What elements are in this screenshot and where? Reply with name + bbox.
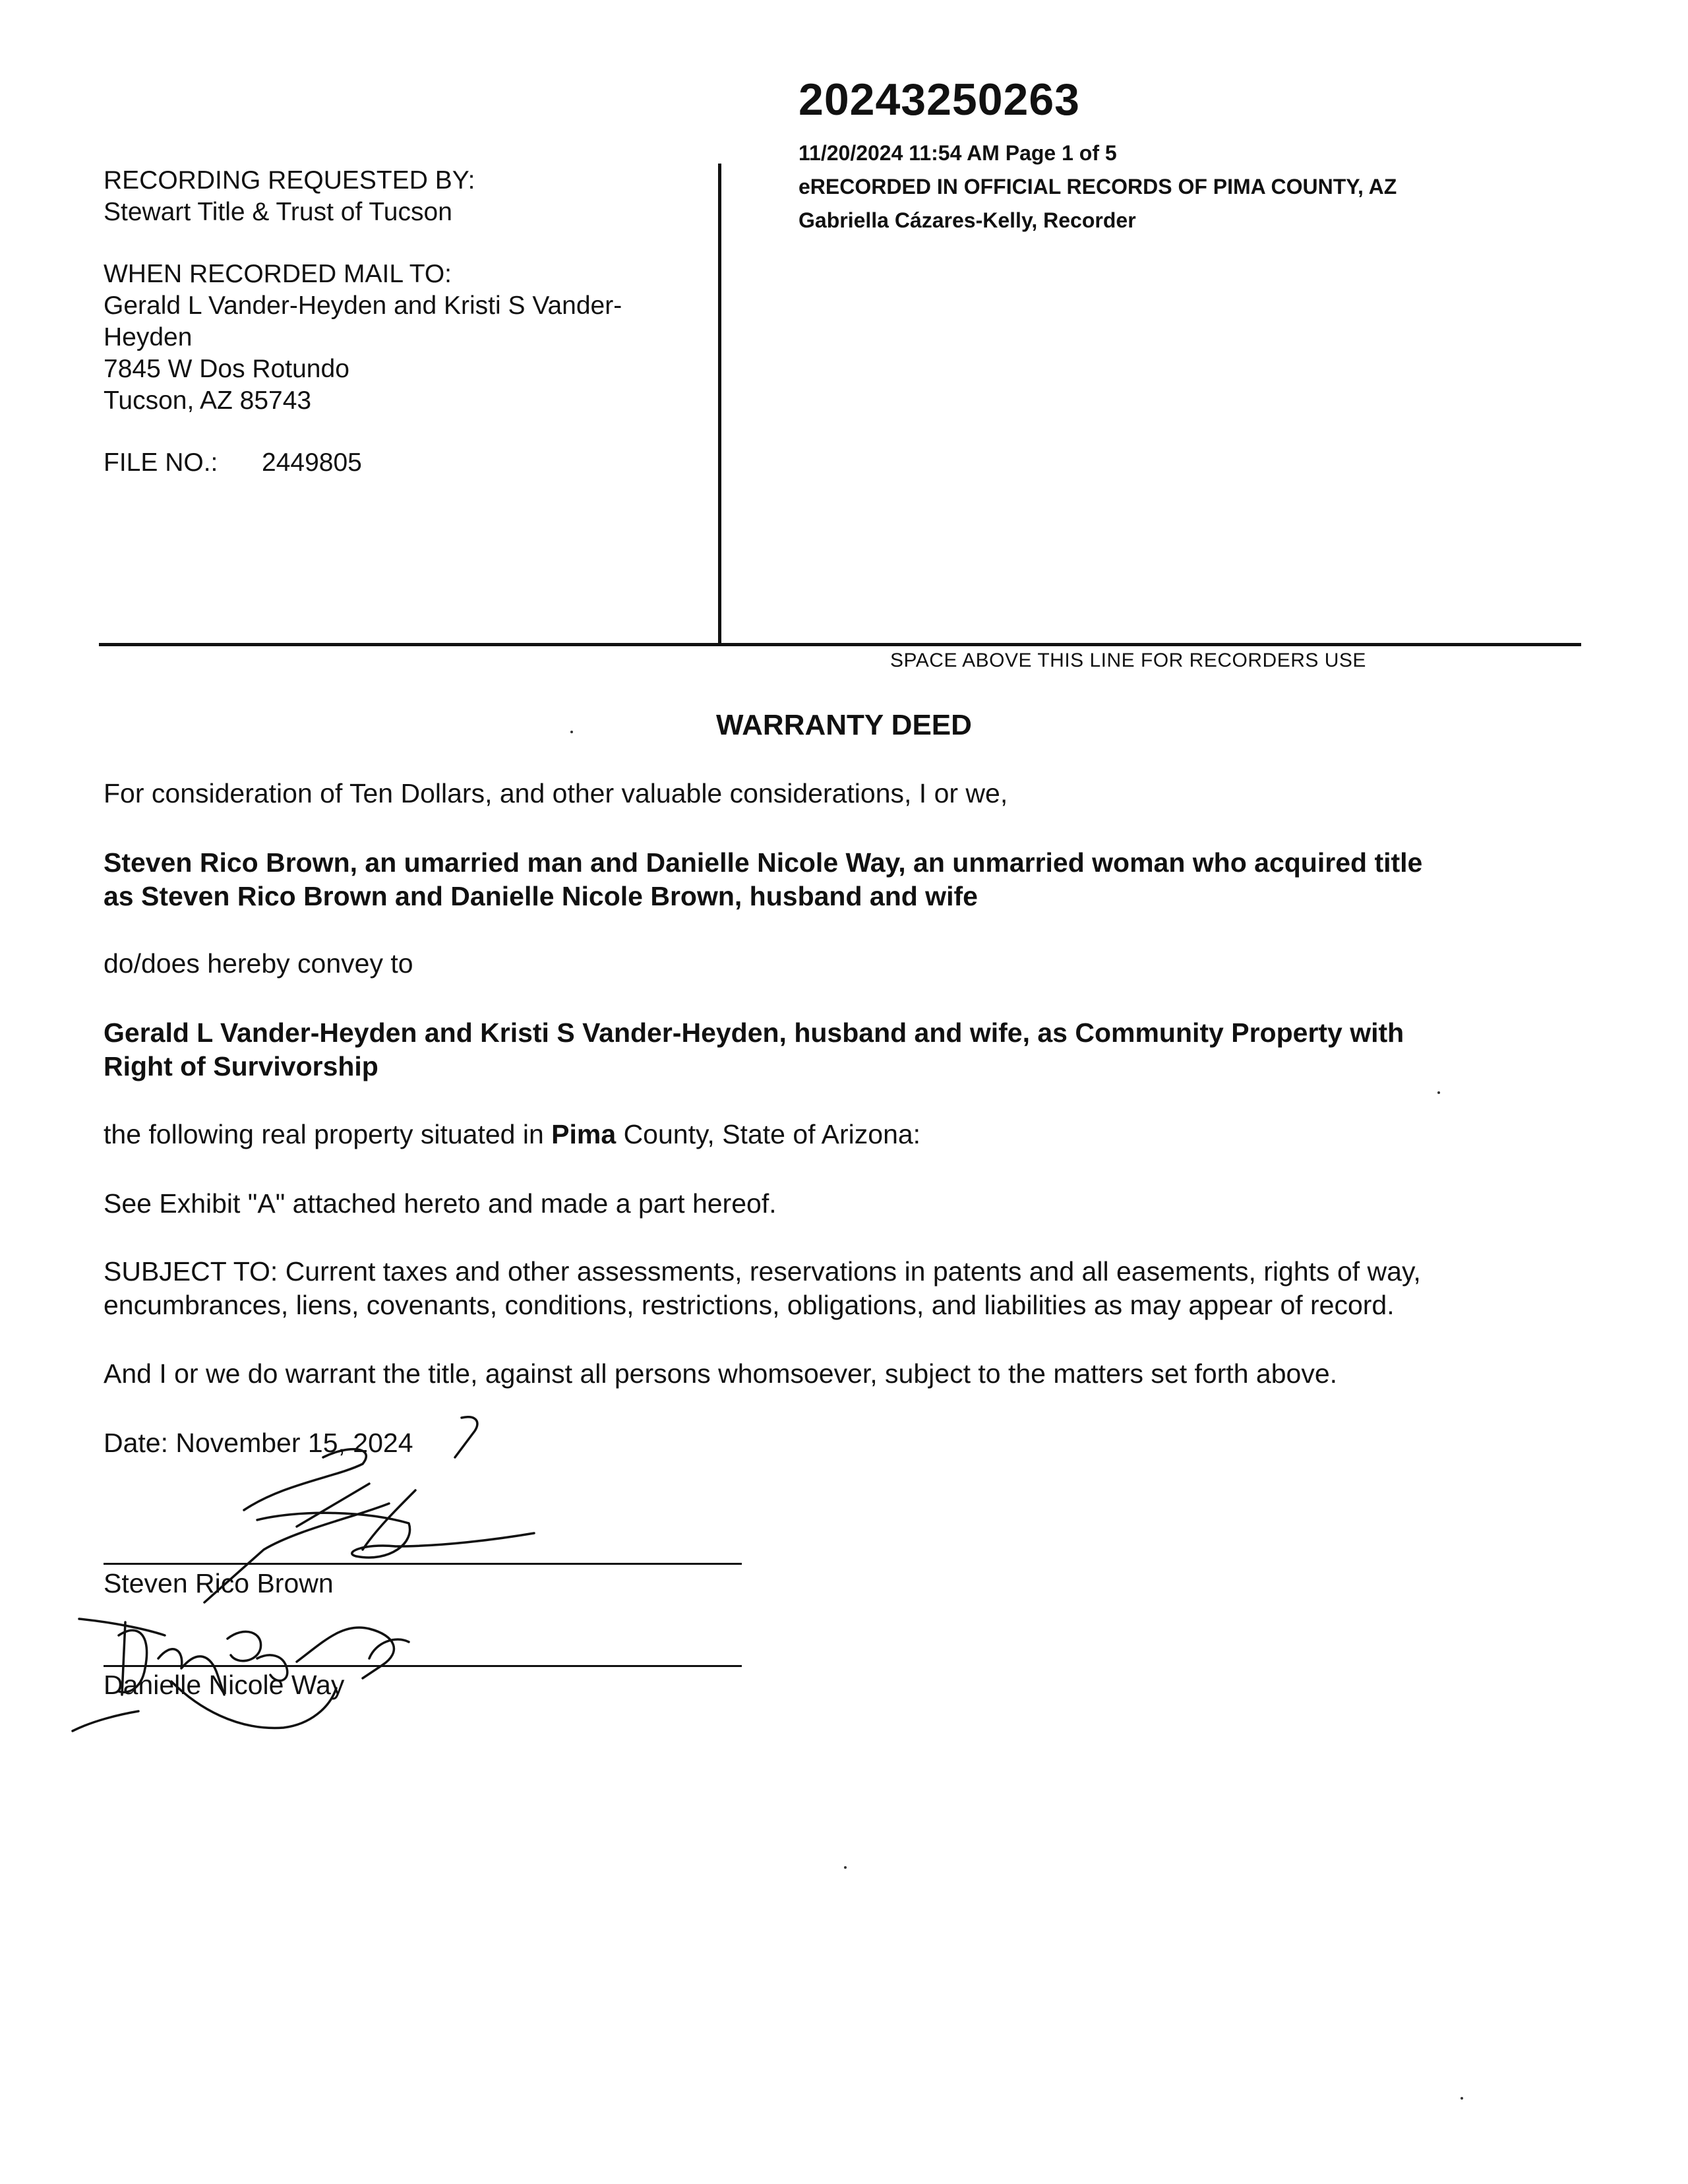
mail-to-name-line1: Gerald L Vander-Heyden and Kristi S Vander- <box>104 291 622 320</box>
subject-to-line2: encumbrances, liens, covenants, conditions, restrictions, obligations, and liabilities as may appear of record. <box>104 1290 1395 1320</box>
document-title: WARRANTY DEED <box>716 709 972 741</box>
exhibit-paragraph: See Exhibit "A" attached hereto and made a part hereof. <box>104 1188 777 1219</box>
grantees-line2: Right of Survivorship <box>104 1051 378 1081</box>
subject-to-line1: SUBJECT TO: Current taxes and other assessments, reservations in patents and all easements, rights of way, <box>104 1256 1421 1287</box>
header-vertical-divider <box>718 164 721 644</box>
recorder-name: Gabriella Cázares-Kelly, Recorder <box>799 208 1136 232</box>
recording-datetime: 11/20/2024 11:54 AM Page 1 of 5 <box>799 141 1117 165</box>
scan-speck <box>1437 1091 1440 1094</box>
recorder-space-note: SPACE ABOVE THIS LINE FOR RECORDERS USE <box>890 650 1366 671</box>
scan-speck <box>844 1866 847 1869</box>
date-label: Date: <box>104 1428 176 1458</box>
subject-to-paragraph <box>104 1255 1587 1322</box>
file-no-value: 2449805 <box>262 448 362 477</box>
property-suffix: County, State of Arizona: <box>616 1119 921 1149</box>
grantors-line1: Steven Rico Brown, an umarried man and Danielle Nicole Way, an unmarried woman who acquired title <box>104 847 1423 878</box>
signer-name-1: Steven Rico Brown <box>104 1568 334 1598</box>
recorder-space-line <box>99 643 1581 646</box>
grantees-line1: Gerald L Vander-Heyden and Kristi S Vander-Heyden, husband and wife, as Community Property with <box>104 1017 1404 1048</box>
convey-paragraph: do/does hereby convey to <box>104 948 413 979</box>
grantees-paragraph <box>104 1016 1587 1083</box>
grantors-line2: as Steven Rico Brown and Danielle Nicole Brown, husband and wife <box>104 881 978 911</box>
requested-by-label: RECORDING REQUESTED BY: <box>104 166 475 195</box>
file-no-label: FILE NO.: <box>104 448 218 477</box>
recording-number: 20243250263 <box>799 75 1081 125</box>
recording-stamp <box>799 136 1397 237</box>
recorded-in-text: eRECORDED IN OFFICIAL RECORDS OF PIMA COUNTY, AZ <box>799 175 1397 198</box>
mail-to-block <box>104 258 697 417</box>
property-county: Pima <box>551 1119 617 1149</box>
file-number-row <box>104 447 697 479</box>
signer-name-2: Danielle Nicole Way <box>104 1670 345 1700</box>
consideration-paragraph: For consideration of Ten Dollars, and other valuable considerations, I or we, <box>104 778 1008 808</box>
recording-requested-block <box>104 165 697 228</box>
property-paragraph <box>104 1118 1587 1151</box>
warranty-paragraph: And I or we do warrant the title, against all persons whomsoever, subject to the matters set forth above. <box>104 1358 1338 1389</box>
property-prefix: the following real property situated in <box>104 1119 552 1149</box>
mail-to-name-line2: Heyden <box>104 323 193 351</box>
date-value: November 15, 2024 <box>175 1428 413 1458</box>
requested-by-value: Stewart Title & Trust of Tucson <box>104 198 452 226</box>
mail-to-label: WHEN RECORDED MAIL TO: <box>104 260 452 288</box>
grantors-paragraph <box>104 846 1587 913</box>
return-address-block <box>104 165 697 479</box>
scan-speck <box>570 731 573 733</box>
mail-to-street: 7845 W Dos Rotundo <box>104 355 349 383</box>
scan-speck <box>1461 2097 1463 2100</box>
signature-danielle-nicole-way <box>66 1596 435 1754</box>
mail-to-city: Tucson, AZ 85743 <box>104 386 312 415</box>
signature-steven-rico-brown <box>165 1411 626 1609</box>
